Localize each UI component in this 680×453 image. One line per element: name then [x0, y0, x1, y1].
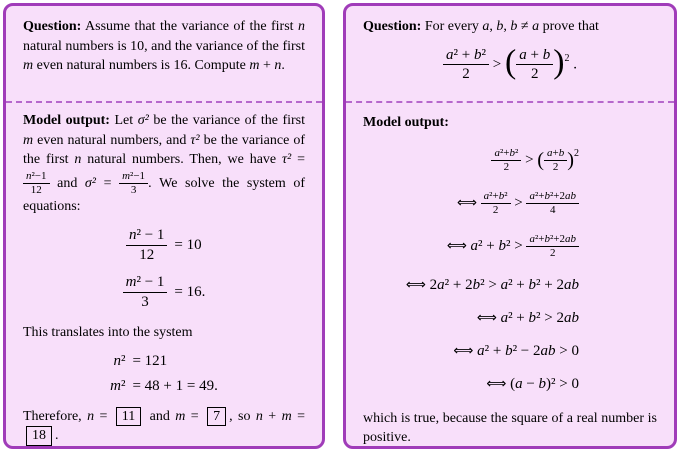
right-model-section	[346, 103, 674, 448]
fraction: $\frac{\text{m²−1}}{3}$	[119, 170, 148, 197]
superscript: 2	[564, 52, 570, 64]
equation-line: ⟺ a² + b² > 2ab	[476, 309, 579, 326]
right-question-section	[346, 6, 674, 101]
equation-line: ⟺ $\frac{\text{a²+b²}}{2}$ > $\frac{\text{a²+b²+2ab}}{4}$	[457, 190, 579, 217]
derivation-lines	[363, 147, 657, 393]
fraction: $\frac{a+b}{2}$	[544, 147, 567, 174]
left-question-text: Question: Assume that the variance of the first n natural numbers is 10, and the variance of the first m even natural numbers is 16. Compute m + n.	[23, 19, 305, 73]
big-paren-delimiter: )	[553, 43, 565, 81]
left-conclusion: Therefore, n = 11 and m = 7 , so n + m = 18 .	[23, 407, 305, 446]
iff-arrow: ⟺	[446, 238, 467, 255]
variance-equation-system	[23, 226, 305, 311]
left-model-section	[6, 103, 322, 446]
fraction: $\frac{\text{n²−1}}{12}$	[23, 170, 50, 197]
equation-line: ⟺ 2a² + 2b² > a² + b² + 2ab	[405, 276, 579, 293]
squares-equations	[110, 353, 218, 395]
fraction: $\frac{\text{n² − 1}}{12}$	[126, 226, 167, 265]
big-paren-delimiter: (	[504, 43, 517, 81]
fraction: $\frac{a + b}{2}$	[516, 46, 553, 85]
iff-arrow: ⟺	[453, 342, 474, 359]
equation-rhs: = 16.	[174, 283, 206, 300]
boxed-answer: 7	[207, 407, 226, 427]
equation-lhs	[126, 226, 167, 265]
squares-equation-system	[23, 353, 305, 395]
left-question-section	[6, 6, 322, 101]
iff-arrow: ⟺	[405, 276, 426, 293]
fraction: $\frac{\text{a²+b²}}{2}$	[481, 190, 511, 217]
fraction: $\frac{\text{a²+b²+2ab}}{4}$	[526, 190, 579, 217]
equation-lhs: n²	[113, 352, 126, 369]
equation-line: ⟺ a² + b² > $\frac{\text{a²+b²+2ab}}{2}$	[447, 233, 579, 260]
superscript: 2	[574, 148, 579, 160]
equation-rhs: = 121	[132, 352, 168, 369]
left-mid-text: This translates into the system	[23, 325, 193, 341]
equation-rhs: = 48 + 1 = 49.	[132, 377, 218, 394]
fraction: $\frac{\text{m² − 1}}{3}$	[123, 273, 168, 312]
equation-lhs	[123, 273, 168, 312]
equation-lhs: m²	[110, 377, 126, 394]
question-inequality: $\frac{\text{a² + b²}}{2}$ > ( $\frac{a + b}{2}$ )$^2$ .	[363, 46, 657, 85]
right-final-remark: which is true, because the square of a real number is positive.	[363, 410, 657, 446]
right-question-text: Question: For every a, b, b ≠ a prove that	[363, 19, 599, 34]
variance-equations	[123, 226, 206, 311]
paren-delimiter: )	[567, 148, 574, 171]
equation-rhs: = 10	[174, 237, 202, 254]
fraction: $\frac{\text{a² + b²}}{2}$	[443, 46, 489, 85]
iff-arrow: ⟺	[486, 375, 507, 392]
right-example-card	[343, 3, 677, 449]
left-model-intro: Model output: Let σ² be the variance of the first m even natural numbers, and τ² be the variance of the first n natural numbers. Then, we have τ² = $\frac{\text{n²−1}}{12}$ and σ² = $\frac{\text{m²−1}}{3}$ . We solve the system of equations:	[23, 113, 306, 214]
iff-arrow: ⟺	[456, 195, 477, 211]
equation-line: ⟺ a² + b² − 2ab > 0	[453, 342, 579, 359]
paren-delimiter: (	[537, 148, 545, 171]
boxed-answer: 11	[116, 407, 141, 427]
iff-arrow: ⟺	[476, 309, 497, 326]
equation-line: ⟺ (a − b)² > 0	[486, 375, 579, 392]
left-example-card	[3, 3, 325, 449]
right-model-label: Model output:	[363, 115, 449, 130]
boxed-answer: 18	[26, 426, 52, 446]
fraction: $\frac{\text{a²+b²}}{2}$	[491, 147, 521, 174]
equation-line: $\frac{\text{a²+b²}}{2}$ > ( $\frac{a+b}{2}$ )$^2$	[491, 147, 579, 174]
fraction: $\frac{\text{a²+b²+2ab}}{2}$	[526, 233, 579, 260]
